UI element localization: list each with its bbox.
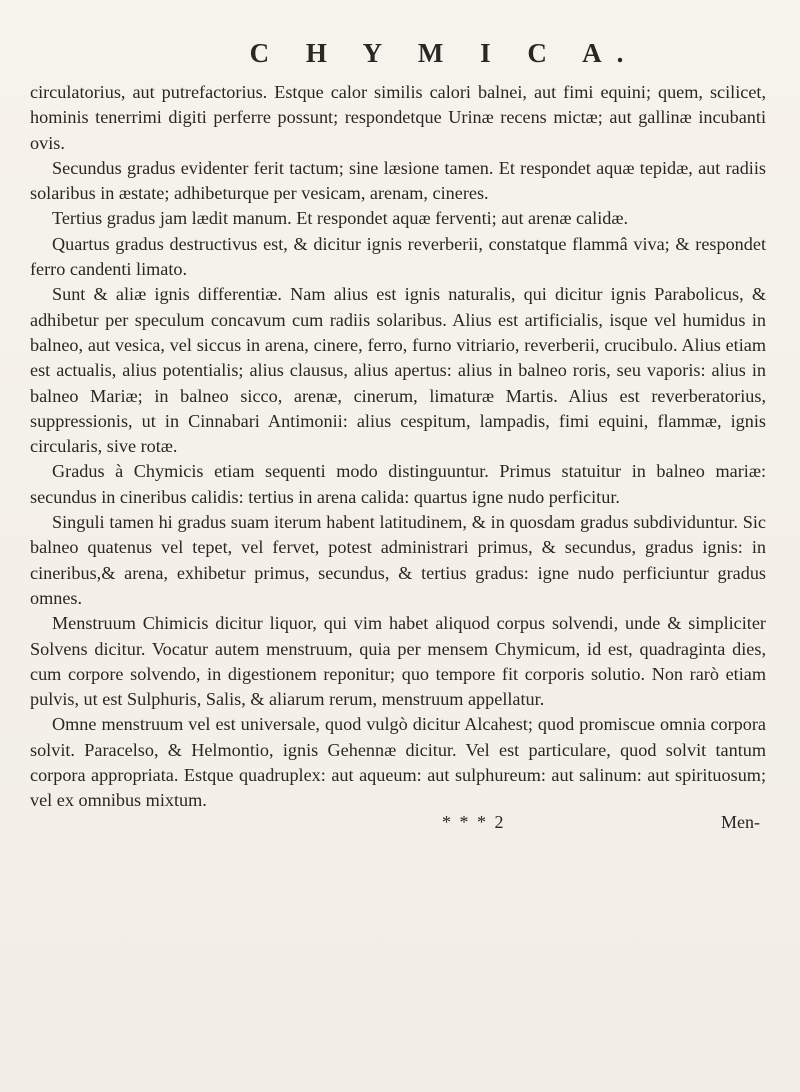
paragraph-6: Gradus à Chymicis etiam sequenti modo distinguuntur. Primus statuitur in balneo mariæ: secundus in cineribus calidis: tertius in arena calida: quartus igne nudo perficitur. [30,461,766,507]
catchword: Men- [721,811,760,832]
body-text [30,80,766,814]
paragraph-8: Menstruum Chimicis dicitur liquor, qui vim habet aliquod corpus solvendi, unde & simpliciter Solvens dicitur. Vocatur autem menstruum, quia per mensem Chymicum, id est, quadraginta dies, cum corpore solvendo, in digestionem reponitur; quo tempore fit corporis solutio. Non rarò etiam pulvis, ut est Sulphuris, Salis, & aliarum rerum, menstruum appellatur. [30,613,766,710]
signature-mark: * * * 2 [442,811,506,832]
running-head: C H Y M I C A. [249,38,639,68]
paragraph-9: Omne menstruum vel est universale, quod vulgò dicitur Alcahest; quod promiscue omnia corpora solvit. Paracelso, & Helmontio, ignis Gehennæ dicitur. Vel est particulare, quod solvit tantum corpora appropriata. Estque quadruplex: aut aqueum: aut sulphureum: aut salinum: aut spirituosum; vel ex omnibus mixtum. [30,714,766,811]
paragraph-1: circulatorius, aut putrefactorius. Estque calor similis calori balnei, aut fimi equini; quem, scilicet, hominis tenerrimi digiti perferre possunt; respondetque Urinæ recens mictæ; aut gallinæ incubanti ovis. [30,82,766,153]
paragraph-4: Quartus gradus destructivus est, & dicitur ignis reverberii, constatque flammâ viva; & respondet ferro candenti limato. [30,233,766,280]
paragraph-2: Secundus gradus evidenter ferit tactum; sine læsione tamen. Et respondet aquæ tepidæ, aut radiis solaribus in æstate; adhibeturque per vesicam, arenam, cineres. [30,157,766,204]
paragraph-5: Sunt & aliæ ignis differentiæ. Nam alius est ignis naturalis, qui dicitur ignis Parabolicus, & adhibetur per speculum concavum cum radiis solaribus. Alius est artificialis, isque vel humidus in balneo, aut vesica, vel siccus in arena, cinere, ferro, furno vitriario, reverberii, crucibulo. Alius etiam est actualis, alius potentialis; alius clausus, alius apertus: alius in balneo roris, seu vaporis: alius in balneo Mariæ; in balneo sicco, arenæ, cinerum, limaturæ Martis. Alius est reverberatorius, suppressionis, ut in Cinnabari Antimonii: alius cespitum, lampadis, fimi equini, flammæ, ignis circularis, sive rotæ. [30,284,766,457]
paragraph-7: Singuli tamen hi gradus suam iterum habent latitudinem, & in quosdam gradus subdividuntur. Sic balneo quatenus vel tepet, vel fervet, potest administrari primus, & secundus, gradus ignis: in cineribus,& arena, exhibetur primus, secundus, & tertius gradus: igne nudo perficiuntur gradus omnes. [30,512,766,608]
page-footer [30,812,766,838]
paragraph-3: Tertius gradus jam lædit manum. Et respondet aquæ ferventi; aut arenæ calidæ. [52,208,629,229]
